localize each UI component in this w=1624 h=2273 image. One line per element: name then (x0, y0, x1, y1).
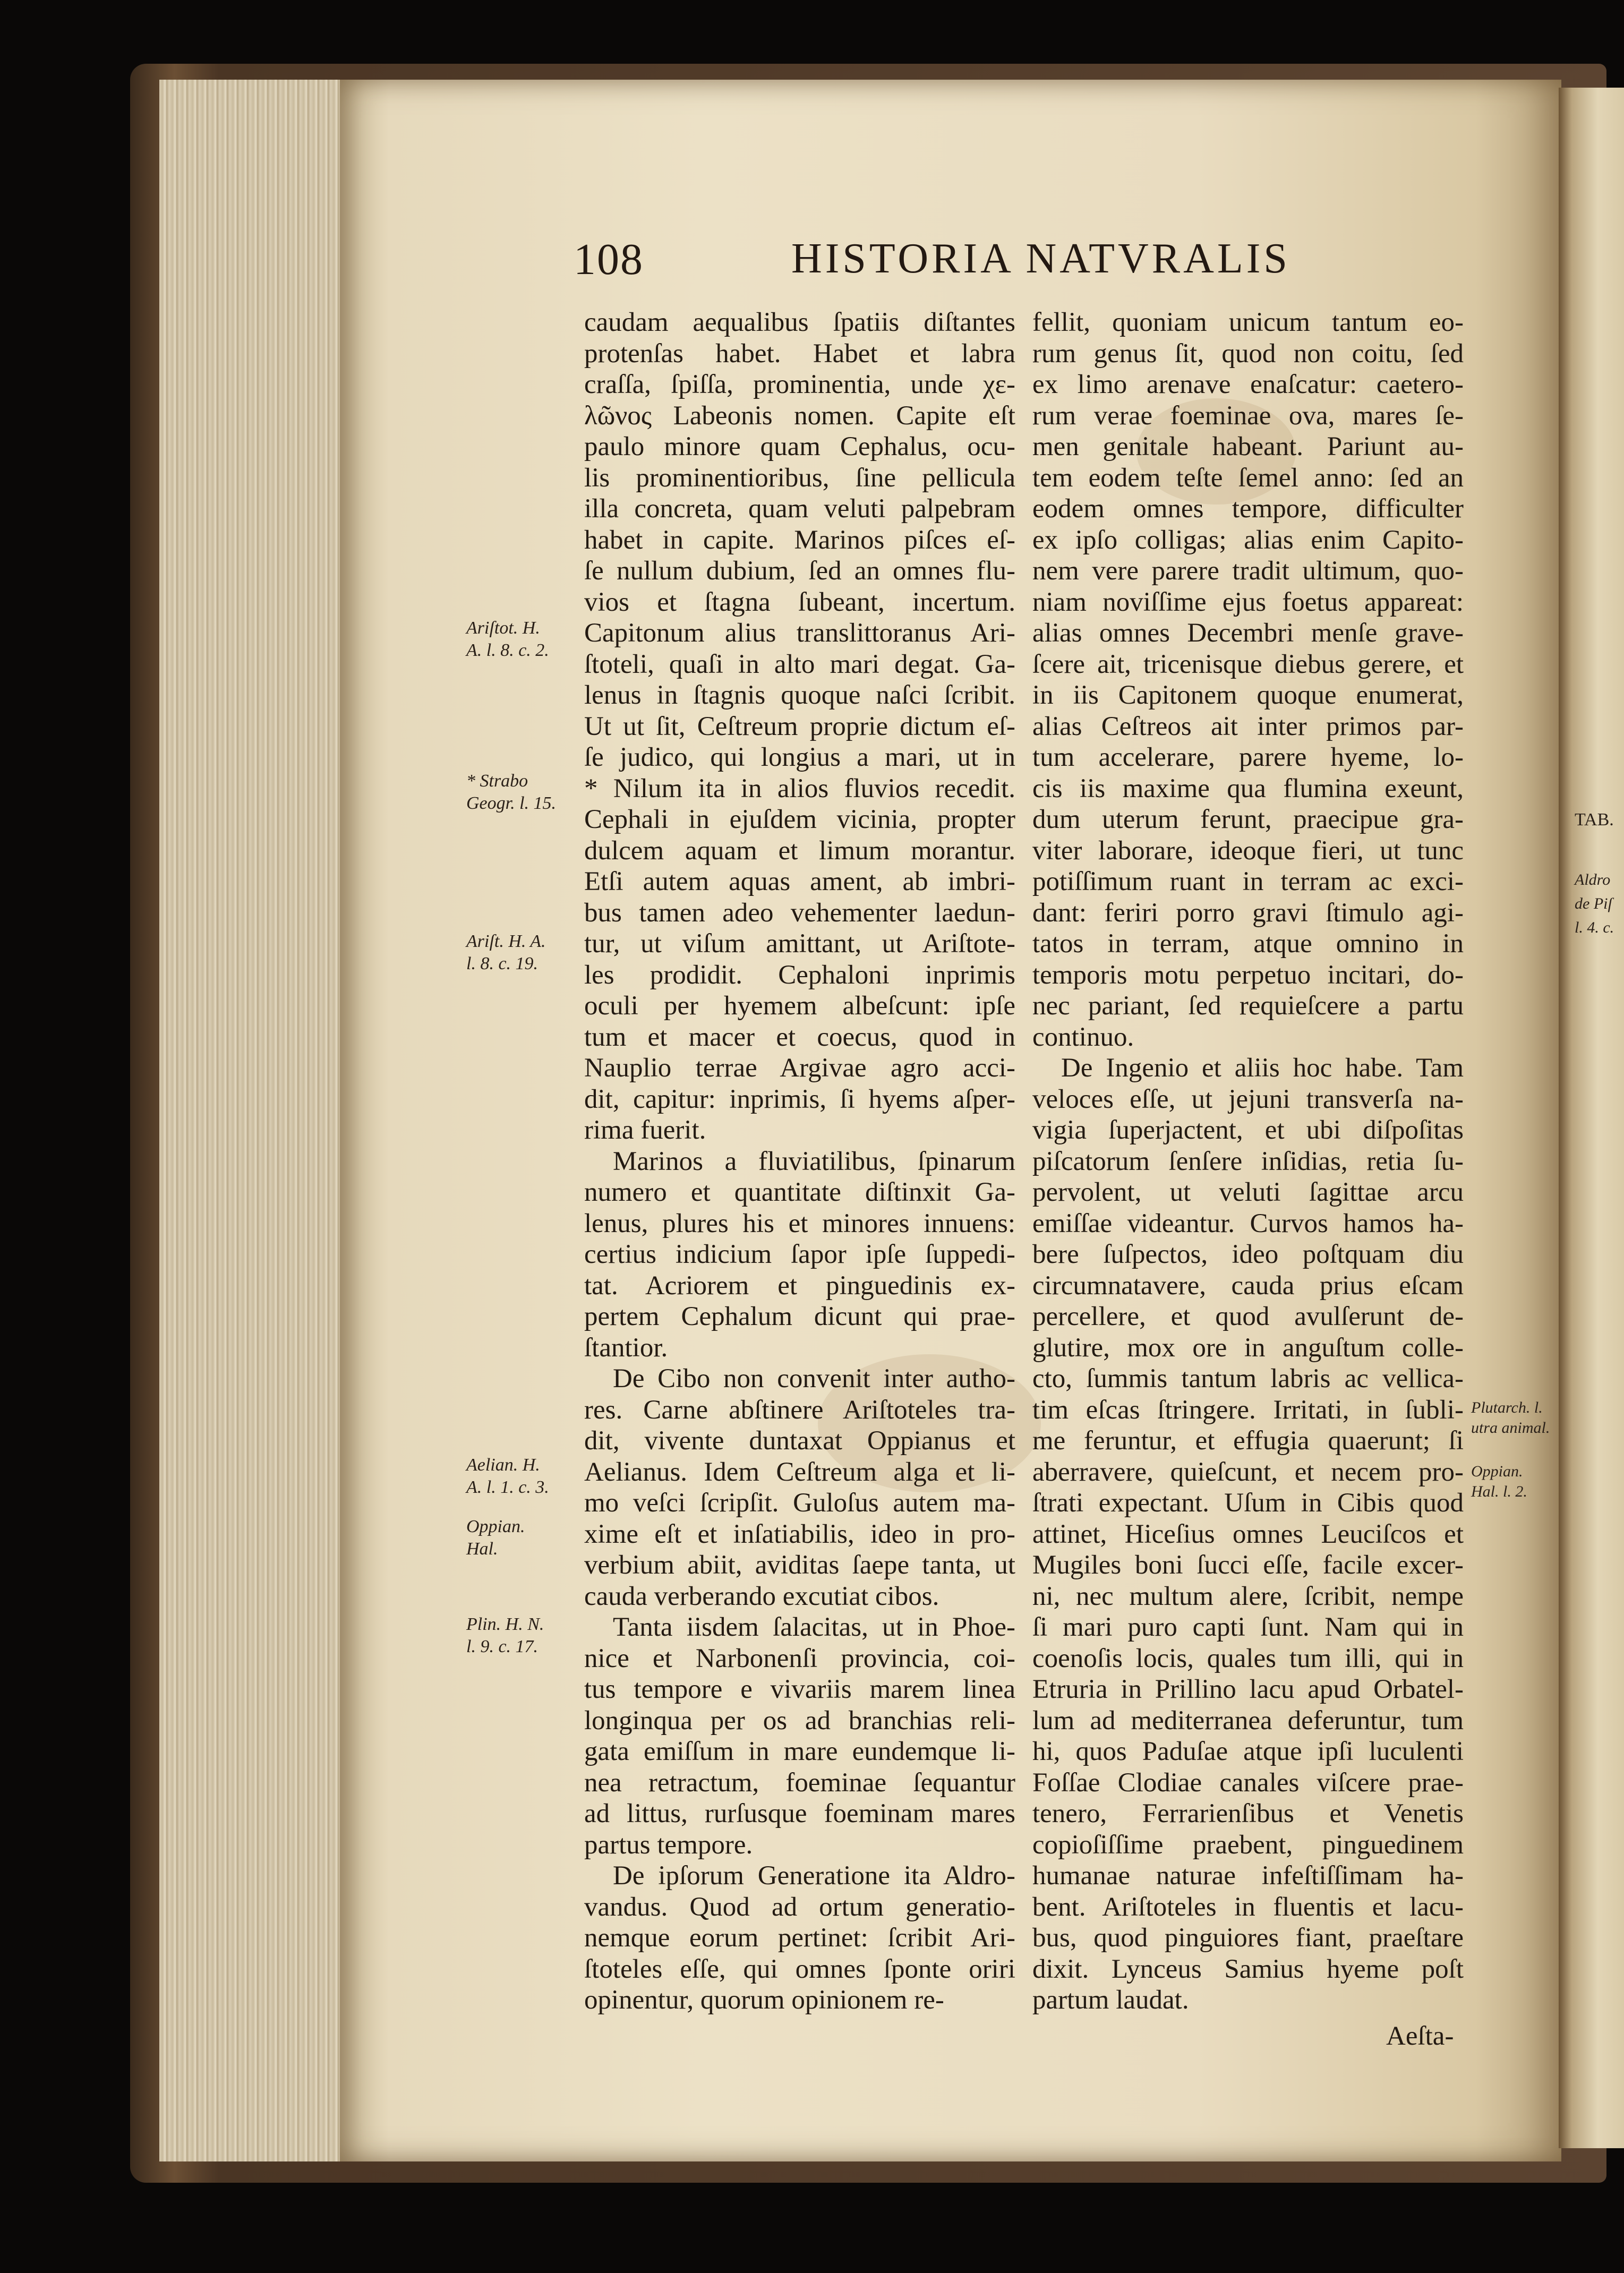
text-line: ſe nullum dubium, ſed an omnes flu- (584, 556, 1015, 586)
text-line: Mugiles boni ſucci eſſe, facile excer- (1032, 1550, 1464, 1580)
margin-note-right: Oppian. Hal. l. 2. (1471, 1463, 1527, 1500)
text-line: partum laudat. (1032, 1985, 1189, 2015)
text-line: ni, nec multum alere, ſcribit, nempe (1032, 1581, 1464, 1611)
text-line: ſcere ait, tricenisque diebus gerere, et (1032, 649, 1464, 679)
text-line: Etruria in Prillino lacu apud Orbatel- (1032, 1674, 1464, 1704)
text-line: ſtantior. (584, 1332, 668, 1363)
text-line: alias Ceſtreos ait inter primos par- (1032, 711, 1464, 741)
text-line: ſtoteli, quaſi in alto mari degat. Ga- (584, 649, 1015, 679)
text-line: tur, ut viſum amittant, ut Ariſtote- (584, 929, 1015, 959)
text-line: men genitale habeant. Pariunt au- (1032, 432, 1464, 462)
text-line: λῶνος Labeonis nomen. Capite eſt (584, 400, 1015, 431)
text-line: tat. Acriorem et pinguedinis ex- (584, 1270, 1015, 1301)
text-line: rima fuerit. (584, 1115, 706, 1145)
text-line: certius indicium ſapor ipſe ſuppedi- (584, 1240, 1015, 1269)
text-line: Tanta iisdem ſalacitas, ut in Phoe- (613, 1612, 1015, 1642)
text-line: alias omnes Decembri menſe grave- (1032, 618, 1464, 648)
margin-note: Aelian. H. A. l. 1. c. 3. (466, 1455, 549, 1497)
text-line: nea retractum, foeminae ſequantur (584, 1767, 1015, 1798)
text-line: illa concreta, quam veluti palpebram (584, 494, 1015, 524)
text-line: protenſas habet. Habet et labra (584, 338, 1015, 369)
running-header (574, 234, 1290, 287)
text-line: lum ad mediterranea deferuntur, tum (1032, 1705, 1464, 1736)
text-line: ſtoteles eſſe, qui omnes ſponte oriri (584, 1954, 1015, 1984)
text-line: eodem omnes tempore, difficulter (1032, 494, 1464, 524)
text-line: Etſi autem aquas ament, ab imbri- (584, 867, 1015, 896)
text-line: emiſſae videantur. Curvos hamos ha- (1032, 1208, 1464, 1238)
text-line: caudam aequalibus ſpatiis diſtantes (584, 307, 1015, 337)
text-line: piſcatorum ſenſere inſidias, retia ſu- (1032, 1146, 1464, 1176)
text-line: dit, vivente duntaxat Oppianus et (584, 1426, 1015, 1456)
text-line: Aelianus. Idem Ceſtreum alga et li- (584, 1457, 1015, 1487)
text-line: lenus, plures his et minores innuens: (584, 1208, 1015, 1238)
page-edges (159, 80, 342, 2161)
text-line: tatos in terram, atque omnino in (1032, 929, 1464, 959)
catchword: Aeſta- (1386, 2021, 1454, 2051)
text-line: partus tempore. (584, 1830, 753, 1860)
text-line: longinqua per os ad branchias reli- (584, 1705, 1015, 1736)
text-line: vigia ſuperjactent, et ubi diſpoſitas (1032, 1115, 1464, 1145)
next-page-fragment: TAB. (1575, 810, 1614, 830)
text-line: ad littus, rurſusque foeminam mares (584, 1799, 1015, 1828)
text-line: rum genus ſit, quod non coitu, ſed (1032, 338, 1464, 369)
margin-note: Plin. H. N. l. 9. c. 17. (466, 1614, 544, 1656)
margin-note: * Strabo Geogr. l. 15. (466, 771, 557, 813)
text-line: pertem Cephalum dicunt qui prae- (584, 1302, 1015, 1331)
text-line: me feruntur, et effugia quaerunt; ſi (1032, 1426, 1464, 1456)
text-line: tem eodem teſte ſemel anno: ſed an (1032, 463, 1464, 493)
text-line: verbium abiit, aviditas ſaepe tanta, ut (584, 1550, 1015, 1580)
text-line: nem vere parere tradit ultimum, quo- (1032, 556, 1464, 586)
text-line: coenoſis locis, quales tum illi, qui in (1032, 1643, 1464, 1673)
text-line: gata emiſſum in mare eundemque li- (584, 1737, 1015, 1766)
text-line: ſi mari puro capti ſunt. Nam qui in (1032, 1612, 1464, 1642)
text-line: tenero, Ferrarienſibus et Venetis (1032, 1799, 1464, 1828)
text-column-right (1032, 307, 1464, 2016)
text-line: ſe judico, qui longius a mari, ut in (584, 742, 1015, 772)
next-page-edge (1559, 88, 1624, 2148)
text-line: dum uterum ferunt, praecipue gra- (1032, 805, 1464, 834)
page-number: 108 (574, 235, 644, 284)
next-page-fragment: de Piſ (1575, 895, 1612, 912)
text-line: ex limo arenave enaſcatur: caetero- (1032, 370, 1464, 399)
text-line: cto, ſummis tantum labris ac vellica- (1032, 1364, 1464, 1394)
text-line: cauda verberando excutiat cibos. (584, 1581, 939, 1611)
text-line: vandus. Quod ad ortum generatio- (584, 1892, 1015, 1922)
text-line: opinentur, quorum opinionem re- (584, 1985, 944, 2015)
text-line: nice et Narbonenſi provincia, coi- (584, 1643, 1015, 1673)
text-line: ex ipſo colligas; alias enim Capito- (1032, 525, 1464, 555)
margin-note: Ariſtot. H. A. l. 8. c. 2. (466, 618, 549, 660)
text-line: bent. Ariſtoteles in fluentis et lacu- (1032, 1892, 1464, 1922)
text-line: bere ſuſpectos, ideo poſtquam diu (1032, 1240, 1464, 1269)
text-line: aberravere, quieſcunt, et necem pro- (1032, 1457, 1464, 1487)
text-line: habet in capite. Marinos piſces eſ- (584, 525, 1015, 555)
text-line: Capitonum alius translittoranus Ari- (584, 618, 1015, 648)
text-line: lis prominentioribus, ſine pellicula (584, 463, 1015, 493)
text-line: Cephali in ejuſdem vicinia, propter (584, 805, 1015, 834)
text-line: viter laborare, ideoque fieri, ut tunc (1032, 835, 1464, 866)
text-line: in iis Capitonem quoque enumerat, (1032, 680, 1464, 710)
text-line: dit, capitur: inprimis, ſi hyems aſper- (584, 1084, 1015, 1114)
text-line: veloces eſſe, ut jejuni transverſa na- (1032, 1084, 1464, 1114)
text-line: De Cibo non convenit inter autho- (613, 1364, 1015, 1394)
text-line: percellere, et quod avulſerunt de- (1032, 1302, 1464, 1331)
text-line: bus tamen adeo vehementer laedun- (584, 898, 1015, 928)
text-line: Foſſae Clodiae canales viſcere prae- (1032, 1767, 1464, 1798)
text-line: hi, quos Paduſae atque ipſi luculenti (1032, 1737, 1464, 1766)
text-line: * Nilum ita in alios fluvios recedit. (584, 773, 1015, 804)
text-line: ſtrati expectant. Uſum in Cibis quod (1032, 1488, 1464, 1518)
text-line: fellit, quoniam unicum tantum eo- (1032, 307, 1464, 337)
text-line: cis iis maxime qua flumina exeunt, (1032, 773, 1464, 804)
text-line: xime eſt et inſatiabilis, ideo in pro- (584, 1519, 1015, 1549)
text-line: tum et macer et coecus, quod in (584, 1022, 1015, 1052)
text-line: tus tempore e vivariis marem linea (584, 1674, 1015, 1704)
running-title: HISTORIA NATVRALIS (791, 235, 1290, 282)
margin-note-right: Plutarch. l. utra animal. (1471, 1399, 1550, 1437)
text-line: Marinos a fluviatilibus, ſpinarum (613, 1146, 1015, 1176)
text-line: paulo minore quam Cephalus, ocu- (584, 432, 1015, 462)
text-line: De ipſorum Generatione ita Aldro- (613, 1861, 1015, 1891)
text-line: res. Carne abſtinere Ariſtoteles tra- (584, 1395, 1015, 1425)
text-line: lenus in ſtagnis quoque naſci ſcribit. (584, 680, 1015, 710)
text-line: pervolent, ut veluti ſagittae arcu (1032, 1177, 1464, 1207)
text-line: dixit. Lynceus Samius hyeme poſt (1032, 1954, 1464, 1984)
text-line: oculi per hyemem albeſcunt: ipſe (584, 991, 1015, 1021)
text-line: les prodidit. Cephaloni inprimis (584, 960, 1015, 990)
text-line: numero et quantitate diſtinxit Ga- (584, 1177, 1015, 1207)
margin-note: Ariſt. H. A. l. 8. c. 19. (466, 932, 546, 973)
text-line: circumnatavere, cauda prius eſcam (1032, 1270, 1464, 1301)
text-line: Nauplio terrae Argivae agro acci- (584, 1053, 1015, 1083)
next-page-fragment: l. 4. c. (1575, 919, 1614, 936)
text-line: dant: feriri porro gravi ſtimulo agi- (1032, 898, 1464, 928)
text-line: continuo. (1032, 1022, 1134, 1052)
text-line: temporis motu perpetuo incitari, do- (1032, 960, 1464, 990)
text-line: tum accelerare, parere hyeme, lo- (1032, 742, 1464, 772)
margin-note: Oppian. Hal. (466, 1517, 525, 1559)
text-line: attinet, Hiceſius omnes Leuciſcos et (1032, 1519, 1464, 1549)
text-line: Ut ut ſit, Ceſtreum proprie dictum eſ- (584, 711, 1015, 741)
text-line: rum verae foeminae ova, mares ſe- (1032, 400, 1464, 431)
text-line: bus, quod pinguiores fiant, praeſtare (1032, 1923, 1464, 1953)
text-line: De Ingenio et aliis hoc habe. Tam (1061, 1053, 1464, 1083)
text-line: mo veſci ſcripſit. Guloſus autem ma- (584, 1488, 1015, 1518)
text-line: nec pariant, ſed requieſcere a partu (1032, 991, 1464, 1021)
next-page-fragment: Aldro (1575, 871, 1611, 888)
text-line: humanae naturae infeſtiſſimam ha- (1032, 1861, 1464, 1891)
text-line: dulcem aquam et limum morantur. (584, 835, 1015, 866)
text-line: nemque eorum pertinet: ſcribit Ari- (584, 1923, 1015, 1953)
text-line: vios et ſtagna ſubeant, incertum. (584, 587, 1015, 617)
text-line: niam noviſſime ejus foetus appareat: (1032, 587, 1464, 617)
text-line: craſſa, ſpiſſa, prominentia, unde χε- (584, 370, 1015, 399)
text-column-left (584, 307, 1015, 2016)
text-line: tim eſcas ſtringere. Irritati, in ſubli- (1032, 1395, 1464, 1425)
text-line: glutire, mox ore in anguſtum colle- (1032, 1332, 1464, 1363)
text-line: copioſiſſime praebent, pinguedinem (1032, 1830, 1464, 1860)
text-line: potiſſimum ruant in terram ac exci- (1032, 867, 1464, 896)
